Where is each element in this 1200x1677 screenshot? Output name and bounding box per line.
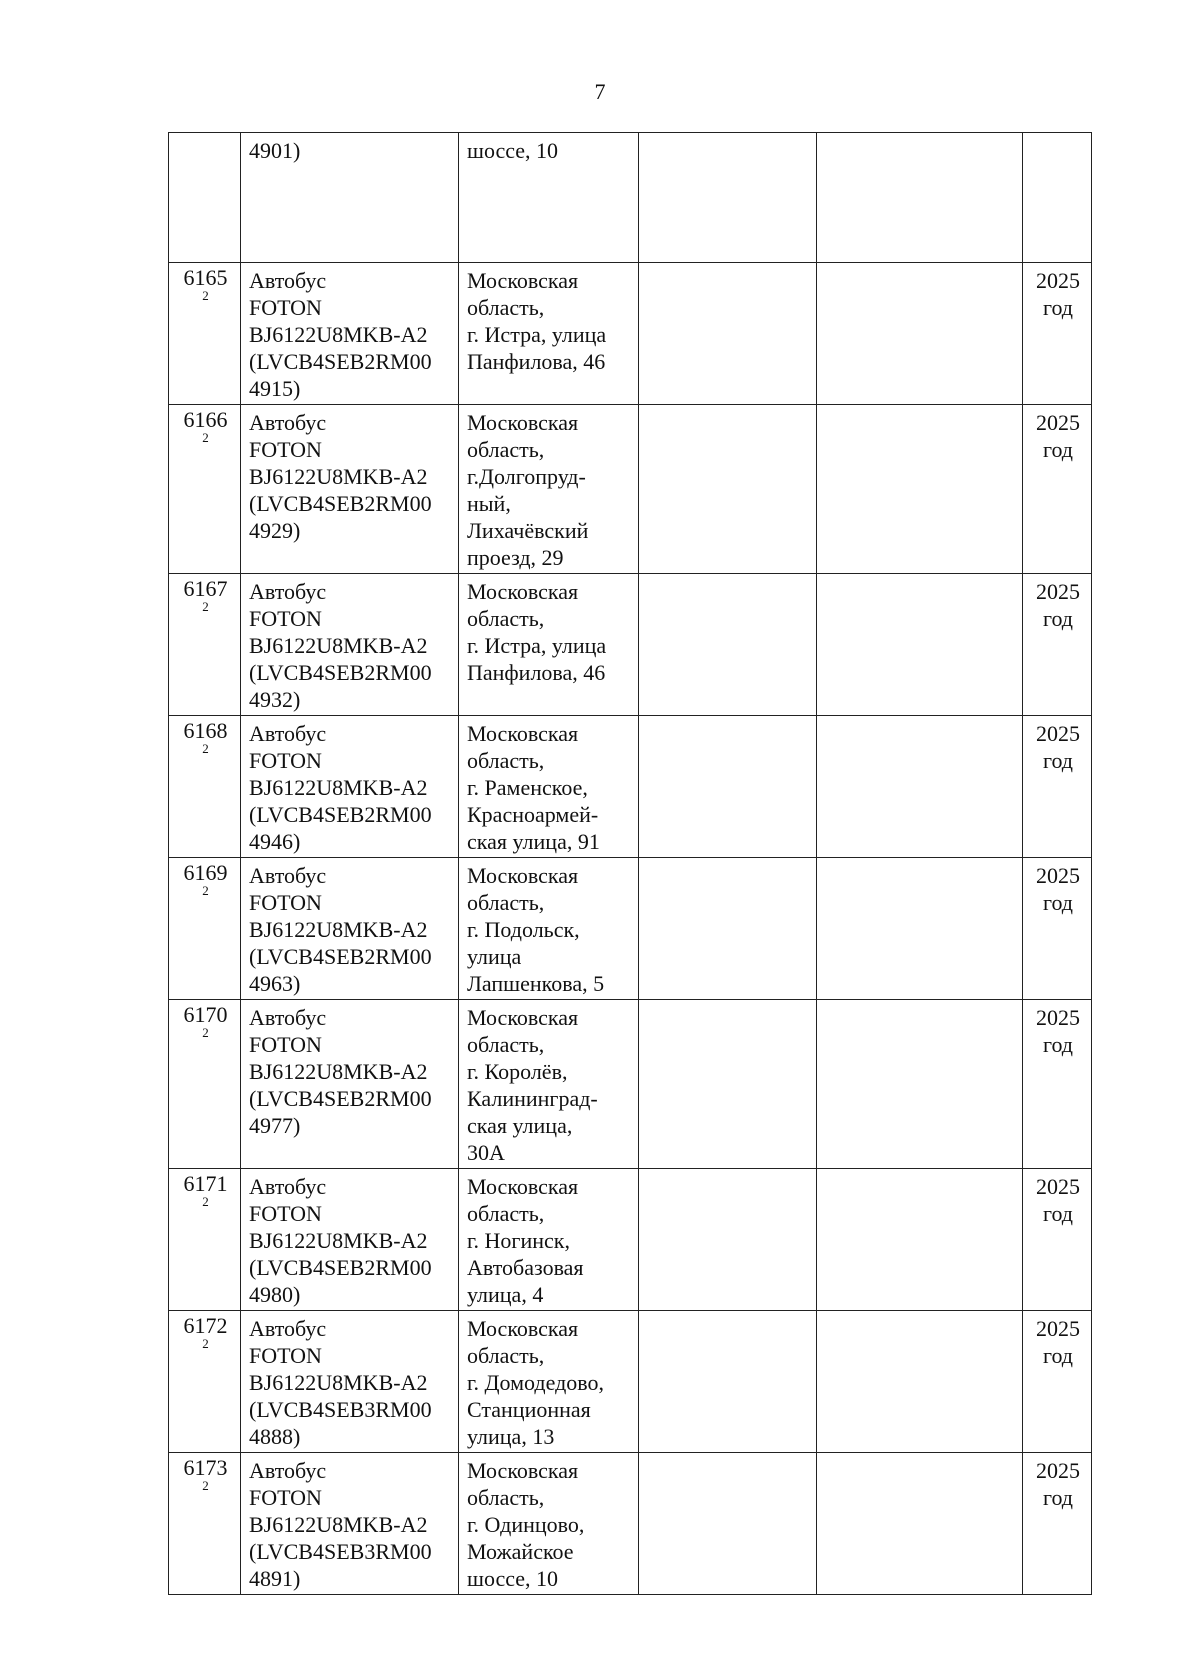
year-cell: 2025 год [1023, 1311, 1092, 1453]
empty-cell [639, 1453, 817, 1595]
table-row [169, 1453, 1092, 1595]
vehicle-cell: Автобус FOTON BJ6122U8MKB-A2 (LVCB4SEB2RM00 4929) [241, 405, 459, 574]
row-number-superscript: 2 [202, 1194, 209, 1209]
address-cell: Московская область, г.Долгопруд- ный, Лихачёвский проезд, 29 [459, 405, 639, 574]
vehicle-cell: Автобус FOTON BJ6122U8MKB-A2 (LVCB4SEB2RM00 4915) [241, 263, 459, 405]
address-cell: Московская область, г. Ногинск, Автобазовая улица, 4 [459, 1169, 639, 1311]
row-number-cell [169, 1169, 241, 1311]
year-cell: 2025 год [1023, 716, 1092, 858]
row-number-cell [169, 858, 241, 1000]
vehicle-cell: Автобус FOTON BJ6122U8MKB-A2 (LVCB4SEB2RM00 4963) [241, 858, 459, 1000]
empty-cell [639, 858, 817, 1000]
year-cell: 2025 год [1023, 1169, 1092, 1311]
vehicle-cell: Автобус FOTON BJ6122U8MKB-A2 (LVCB4SEB3RM00 4888) [241, 1311, 459, 1453]
year-cell: 2025 год [1023, 1453, 1092, 1595]
row-number: 6167 [183, 576, 228, 601]
year-cell: 2025 год [1023, 574, 1092, 716]
year-cell: 2025 год [1023, 405, 1092, 574]
vehicle-cell: Автобус FOTON BJ6122U8MKB-A2 (LVCB4SEB2RM00 4946) [241, 716, 459, 858]
empty-cell [639, 1311, 817, 1453]
address-cell: Московская область, г. Раменское, Красноармей- ская улица, 91 [459, 716, 639, 858]
vehicle-cell: 4901) [241, 133, 459, 263]
row-number-superscript: 2 [202, 288, 209, 303]
empty-cell [639, 716, 817, 858]
empty-cell [639, 405, 817, 574]
year-cell: 2025 год [1023, 1000, 1092, 1169]
vehicle-table [168, 132, 1092, 1595]
address-cell: Московская область, г. Одинцово, Можайское шоссе, 10 [459, 1453, 639, 1595]
address-cell: Московская область, г. Подольск, улица Лапшенкова, 5 [459, 858, 639, 1000]
row-number-superscript: 2 [202, 1478, 209, 1493]
row-number: 6173 [183, 1455, 228, 1480]
empty-cell [817, 133, 1023, 263]
empty-cell [639, 1169, 817, 1311]
address-cell: Московская область, г. Истра, улица Панфилова, 46 [459, 263, 639, 405]
empty-cell [817, 263, 1023, 405]
year-cell [1023, 133, 1092, 263]
table-row [169, 1311, 1092, 1453]
vehicle-cell: Автобус FOTON BJ6122U8MKB-A2 (LVCB4SEB2RM00 4977) [241, 1000, 459, 1169]
empty-cell [817, 858, 1023, 1000]
row-number-superscript: 2 [202, 430, 209, 445]
vehicle-table-body [169, 133, 1092, 1595]
table-row [169, 858, 1092, 1000]
address-cell: Московская область, г. Королёв, Калининград- ская улица, 30А [459, 1000, 639, 1169]
table-row [169, 716, 1092, 858]
row-number-superscript: 2 [202, 1336, 209, 1351]
table-row [169, 405, 1092, 574]
row-number-cell [169, 133, 241, 263]
row-number-superscript: 2 [202, 1025, 209, 1040]
empty-cell [817, 1169, 1023, 1311]
row-number-cell [169, 405, 241, 574]
address-cell: Московская область, г. Истра, улица Панфилова, 46 [459, 574, 639, 716]
address-cell: шоссе, 10 [459, 133, 639, 263]
table-row [169, 574, 1092, 716]
empty-cell [817, 1453, 1023, 1595]
row-number-cell [169, 263, 241, 405]
empty-cell [817, 1311, 1023, 1453]
row-number: 6169 [183, 860, 228, 885]
row-number-superscript: 2 [202, 741, 209, 756]
row-number: 6168 [183, 718, 228, 743]
row-number-cell [169, 1000, 241, 1169]
empty-cell [817, 1000, 1023, 1169]
vehicle-cell: Автобус FOTON BJ6122U8MKB-A2 (LVCB4SEB2RM00 4980) [241, 1169, 459, 1311]
row-number-superscript: 2 [202, 599, 209, 614]
year-cell: 2025 год [1023, 263, 1092, 405]
row-number-cell [169, 1453, 241, 1595]
row-number-cell [169, 574, 241, 716]
empty-cell [817, 716, 1023, 858]
vehicle-cell: Автобус FOTON BJ6122U8MKB-A2 (LVCB4SEB3RM00 4891) [241, 1453, 459, 1595]
row-number-superscript: 2 [202, 883, 209, 898]
row-number-cell [169, 716, 241, 858]
empty-cell [817, 574, 1023, 716]
row-number: 6172 [183, 1313, 228, 1338]
vehicle-cell: Автобус FOTON BJ6122U8MKB-A2 (LVCB4SEB2RM00 4932) [241, 574, 459, 716]
empty-cell [639, 574, 817, 716]
row-number: 6166 [183, 407, 228, 432]
empty-cell [639, 133, 817, 263]
table-row [169, 1169, 1092, 1311]
page-number: 7 [594, 79, 606, 104]
row-number: 6170 [183, 1002, 228, 1027]
table-row [169, 133, 1092, 263]
row-number-cell [169, 1311, 241, 1453]
empty-cell [639, 1000, 817, 1169]
address-cell: Московская область, г. Домодедово, Станционная улица, 13 [459, 1311, 639, 1453]
table-row [169, 1000, 1092, 1169]
row-number: 6171 [183, 1171, 228, 1196]
row-number: 6165 [183, 265, 228, 290]
table-row [169, 263, 1092, 405]
empty-cell [639, 263, 817, 405]
empty-cell [817, 405, 1023, 574]
year-cell: 2025 год [1023, 858, 1092, 1000]
